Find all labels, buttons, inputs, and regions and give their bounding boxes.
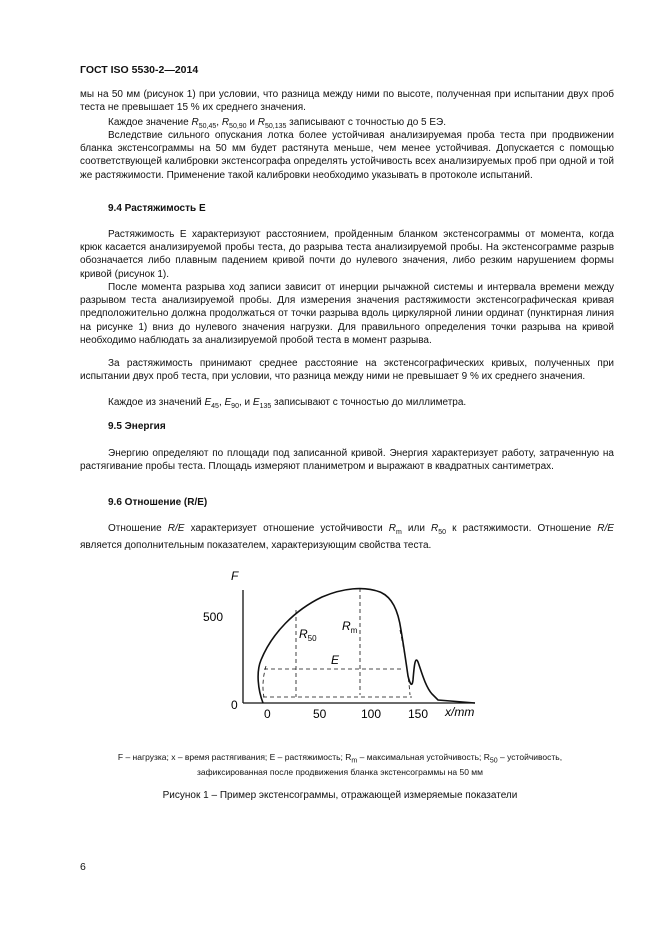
circular-ordinate-dashed-line — [400, 630, 410, 695]
paragraph-ratio: Отношение R/E характеризует отношение устойчивости $R_m$ или $R_{50}$ к растяжимости. Отношение R/E является дополнительным показателем, характеризующим свойства теста. — [80, 523, 614, 552]
paragraph-text: Энергию определяют по площади под записанной кривой. Энергия характеризует работу, затраченную на растягивание пробы теста. Площадь измеряют планиметром и выражают в квадратных сантиметрах. — [80, 448, 614, 473]
paragraph-text: Вследствие сильного опускания лотка более устойчивая анализируемая проба теста при продвижении бланка экстенсограммы на 50 мм будет растянута меньше, чем менее устойчивая. Допускается с помощью соответствующей калибровки экстенсографа определять устойчивость всех анализируемых проб при одной и той же растяжимости. Применение такой калибровки необходимо указывать в протоколе испытаний. — [80, 130, 614, 181]
caption-line-1: F – нагрузка; x – время растягивания; E – растяжимость; $R_m$ – максимальная устойчивость; $R_{50}$ – устойчивость, — [117, 752, 563, 765]
paragraph-text: После момента разрыва ход записи зависит от инерции рычажной системы и интервала времени между разрывом теста анализируемой пробы. Для измерения значения растяжимости экстенсографическая кривая предположительно должна продолжаться от точки разрыва вдоль циркулярной линии ординат (пунктирная линия на рисунке 1) вниз до нулевого значения нагрузки. Для правильного определения точки разрыва на кривой необходимо наблюдать за анализируемой пробой теста в момент разрыва. — [80, 282, 614, 346]
section-heading-9-4: 9.4 Растяжимость Е — [108, 203, 206, 214]
paragraph-text: мы на 50 мм (рисунок 1) при условии, что разница между ними по высоте, полученная при испытании двух проб теста не превышает 15 % их среднего значения. — [80, 89, 614, 114]
paragraph-text: За растяжимость принимают среднее расстояние на экстенсографических кривых, полученных при испытании двух проб теста, при условии, что разница между ними не превышает 9 % их среднего значения. — [80, 358, 614, 383]
x-tick-label: 0 — [264, 707, 271, 721]
figure-title: Рисунок 1 – Пример экстенсограммы, отражающей измеряемые показатели — [162, 790, 518, 801]
rm-label: $R_m$ — [342, 619, 358, 635]
page-number: 6 — [80, 861, 86, 873]
extensogram-curve — [258, 589, 475, 703]
x-tick-label: 100 — [361, 707, 382, 721]
y-axis-label: F — [231, 569, 239, 583]
x-tick-label: 50 — [313, 707, 327, 721]
document-header: ГОСТ ISO 5530-2—2014 — [80, 64, 199, 76]
paragraph-r50-values: Каждое значение $R_{50,45}$, $R_{50,90}$ и $R_{50,135}$ записывают с точностью до 5 ЕЭ. — [108, 117, 447, 130]
r50-label: $R_{50}$ — [299, 627, 317, 643]
x-axis-label: x/mm — [445, 705, 475, 719]
e-label: E — [331, 653, 340, 667]
paragraph-e-values: Каждое из значений $E_{45}$, $E_{90}$, и $E_{135}$ записывают с точностью до миллиметра. — [108, 397, 467, 410]
x-tick-label: 150 — [408, 707, 429, 721]
paragraph-text: Растяжимость Е характеризуют расстоянием, пройденным бланком экстенсограммы от момента, когда крюк касается анализируемой пробы теста, до разрыва теста анализируемой пробы. На экстенсограмме разрыв обозначается либо плавным падением кривой почти до нулевого значения, либо резким нарушением формы кривой (рисунок 1). — [80, 229, 614, 280]
start-dashed-arc — [263, 666, 266, 697]
figure-caption — [60, 752, 620, 779]
caption-line-2: зафиксированная после продвижения бланка экстенсограммы на 50 мм — [197, 767, 483, 778]
origin-label: 0 — [231, 698, 238, 712]
y-tick-label: 500 — [203, 610, 224, 624]
section-heading-9-6: 9.6 Отношение (R/E) — [108, 497, 208, 508]
section-heading-9-5: 9.5 Энергия — [108, 421, 166, 432]
